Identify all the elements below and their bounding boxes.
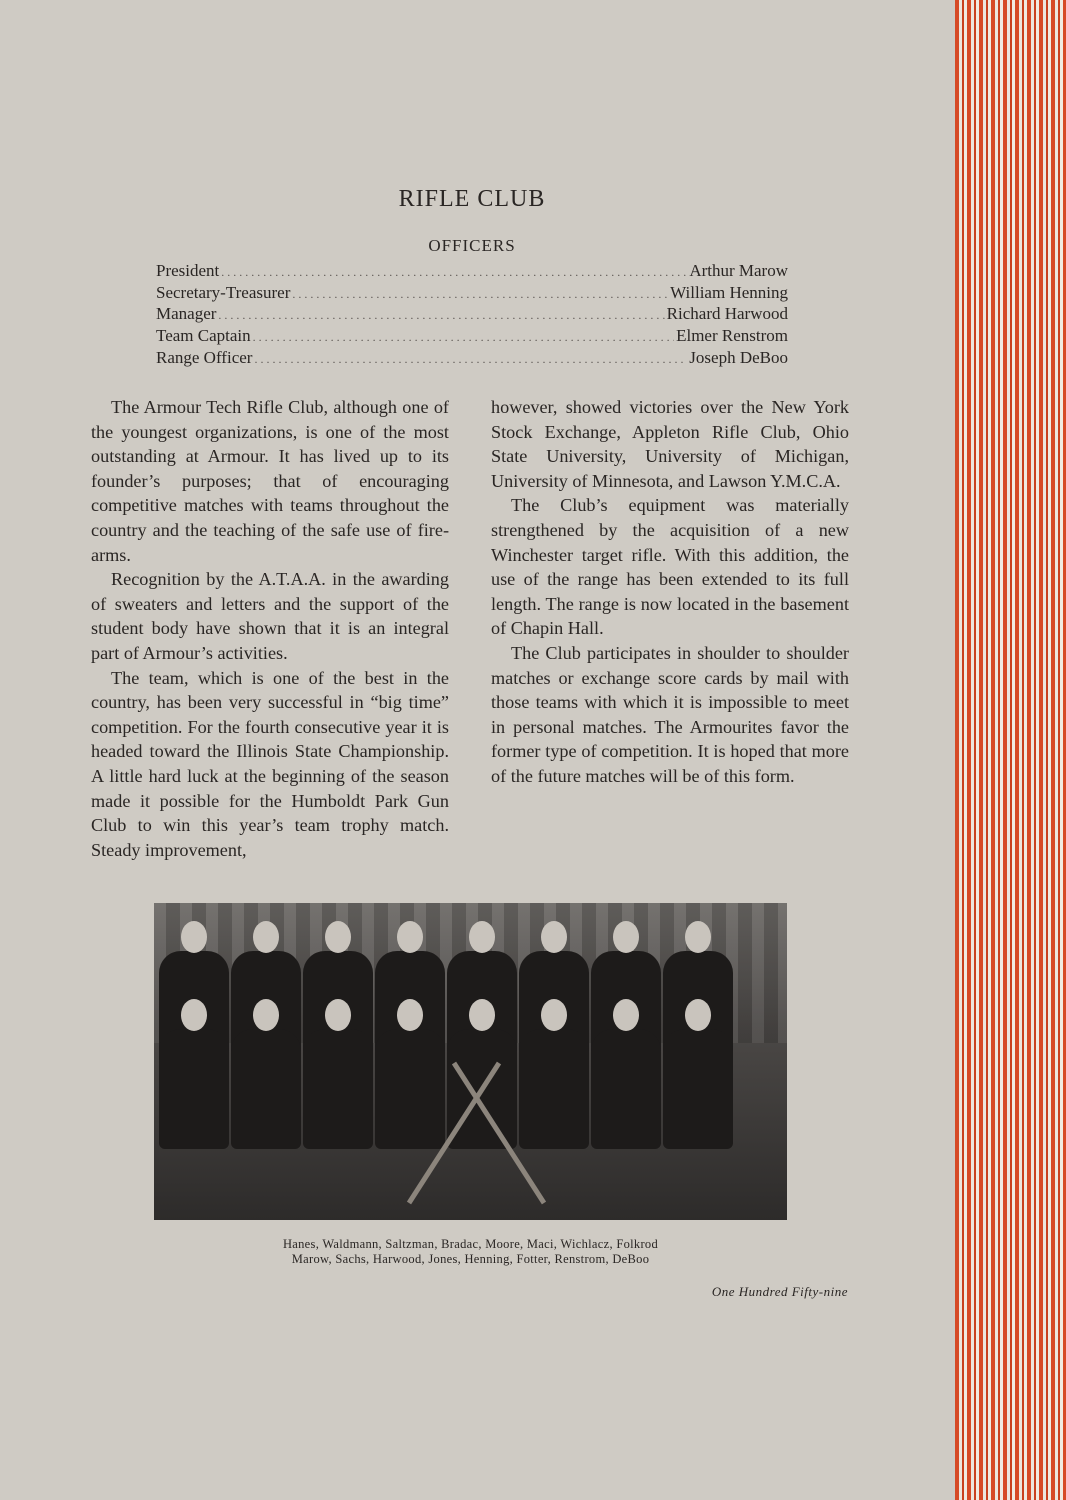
paragraph: however, showed victories over the New York Stock Exchange, Appleton Rifle Club, Ohio State University, University of Michigan, University of Minnesota, and Lawson Y.M.C.A. <box>491 397 849 491</box>
officer-role: Range Officer <box>156 347 253 367</box>
officer-role: Manager <box>156 304 217 324</box>
photo-caption <box>154 1237 787 1266</box>
officer-name: Richard Harwood <box>666 304 788 324</box>
officer-role: Secretary-Treasurer <box>156 282 291 302</box>
paragraph: The Club participates in shoulder to shoulder matches or exchange score cards by mail with those teams with which it is impossible to meet in personal matches. The Armourites favor the former type of competition. It is hoped that more of the future matches will be of this form. <box>491 642 849 786</box>
officer-row <box>156 326 788 348</box>
dot-leader <box>254 352 687 367</box>
officer-name: William Henning <box>670 282 788 302</box>
page-number: One Hundred Fifty-nine <box>711 1284 848 1299</box>
officer-row <box>156 304 788 326</box>
dot-leader <box>292 287 668 302</box>
officer-row <box>156 261 788 283</box>
officer-name: Arthur Marow <box>689 261 788 280</box>
page-title: RIFLE CLUB <box>398 186 546 212</box>
officer-row <box>156 348 788 370</box>
dot-leader <box>221 265 687 280</box>
paragraph: The team, which is one of the best in the country, has been very successful in “big time” competition. For the fourth consecutive year it is headed toward the Illinois State Championship. A little hard luck at the beginning of the season made it possible for the Humboldt Park Gun Club to win this year’s team trophy match. Steady improvement, <box>91 667 449 860</box>
officer-role: President <box>156 261 220 280</box>
team-photo <box>154 903 787 1220</box>
officer-name: Joseph DeBoo <box>689 347 788 367</box>
officers-heading: OFFICERS <box>428 236 516 255</box>
caption-line: Marow, Sachs, Harwood, Jones, Henning, Fotter, Renstrom, DeBoo <box>291 1251 650 1266</box>
paragraph: Recognition by the A.T.A.A. in the awarding of sweaters and letters and the support of the student body have shown that it is an integral part of Armour’s activities. <box>91 569 449 663</box>
paragraph: The Club’s equipment was materially strengthened by the acquisition of a new Winchester target rifle. With this addition, the use of the range has been extended to its full length. The range is now located in the basement of Chapin Hall. <box>491 495 849 639</box>
body-column-right <box>491 395 849 789</box>
officer-row <box>156 283 788 305</box>
dot-leader <box>253 330 674 345</box>
officer-role: Team Captain <box>156 326 251 346</box>
caption-line: Hanes, Waldmann, Saltzman, Bradac, Moore, Maci, Wichlacz, Folkrod <box>282 1237 659 1251</box>
body-column-left <box>91 395 449 862</box>
officers-list <box>156 261 788 369</box>
crossed-rifles-icon <box>154 903 787 1220</box>
decorative-stripe-border <box>955 0 1066 1500</box>
dot-leader <box>218 308 664 323</box>
paragraph: The Armour Tech Rifle Club, although one of the youngest organizations, is one of the most outstanding at Armour. It has lived up to its founder’s purposes; that of encouraging competitive matches with teams throughout the country and the teaching of the safe use of fire-arms. <box>91 397 449 565</box>
officer-name: Elmer Renstrom <box>676 326 788 346</box>
